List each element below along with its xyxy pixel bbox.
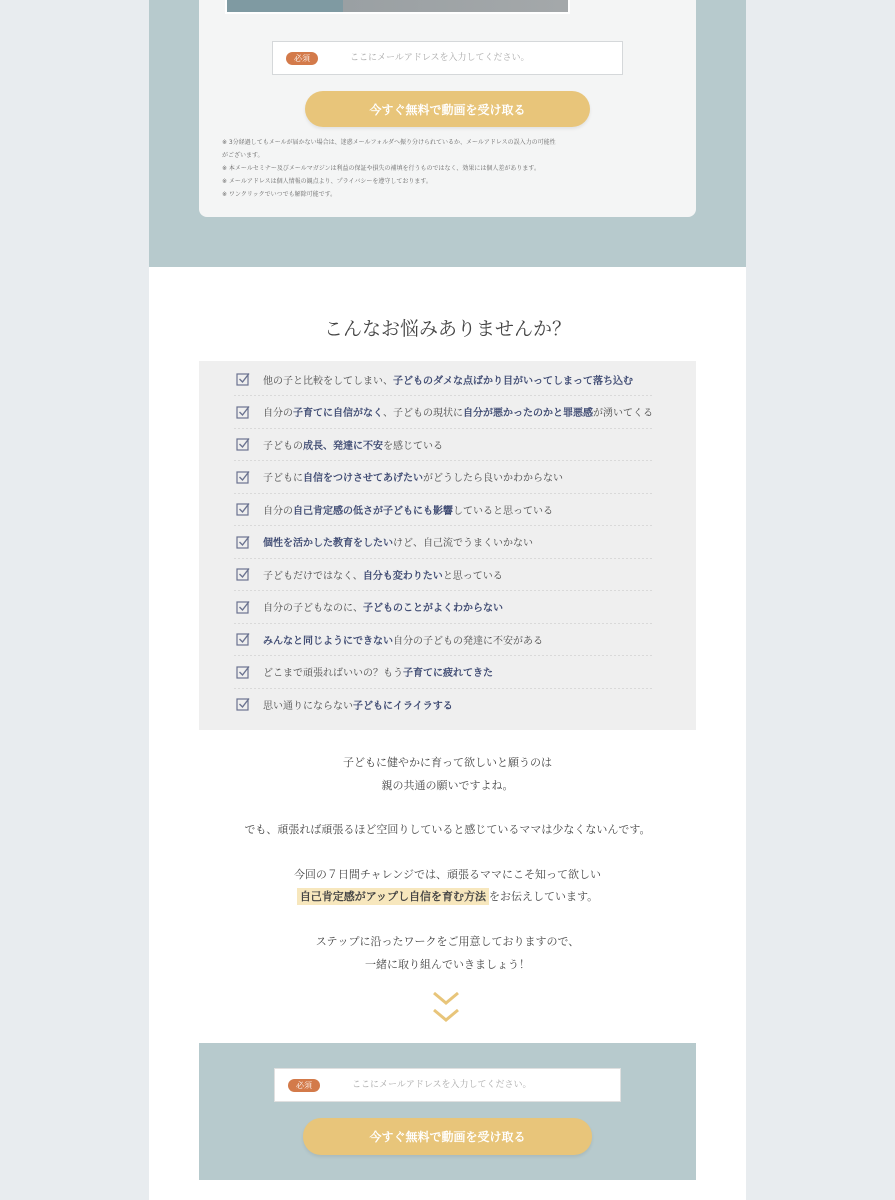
note-line: がございます。 <box>222 152 264 159</box>
emphasis-text: 子どものダメな点ばかり目がいってしまって落ち込む <box>393 375 633 387</box>
checklist-item <box>236 402 653 422</box>
item-divider <box>234 688 654 689</box>
emphasis-text: 自己肯定感の低さが子どもにも影響 <box>293 505 453 517</box>
note-line: ※ メールアドレスは個人情報の観点より、プライバシーを遵守しております。 <box>222 178 432 185</box>
message-line: 親の共通の願いですよね。 <box>381 779 514 792</box>
item-text: が湧いてくる <box>593 408 653 419</box>
emphasis-text: 自信をつけさせてあげたい <box>303 473 423 484</box>
item-text: 自分の <box>263 505 293 517</box>
checklist-item <box>236 434 443 454</box>
item-text: を感じている <box>383 440 443 452</box>
item-text: どこまで頑張ればいいの？もう <box>263 668 403 679</box>
email-input[interactable] <box>348 52 612 64</box>
checkbox-checked-icon <box>236 372 250 386</box>
checklist-item <box>236 694 453 714</box>
item-text: 自分の子どもの発達に不安がある <box>393 635 543 647</box>
note-line: ※ 3分経過してもメールが届かない場合は、迷惑メールフォルダへ振り分けられているか、メールアドレスの誤入力の可能性 <box>222 139 556 146</box>
item-text: 自分の子どもなのに、 <box>263 603 363 614</box>
item-text: がどうしたら良いかわからない <box>423 473 563 484</box>
checkbox-checked-icon <box>236 567 250 581</box>
checkbox-checked-icon <box>236 600 250 614</box>
item-text: 子どもだけではなく、 <box>263 570 363 582</box>
item-divider <box>234 395 654 396</box>
email-field-top[interactable] <box>272 41 623 75</box>
item-divider <box>234 525 654 526</box>
required-badge: 必須 <box>288 1079 320 1092</box>
double-chevron-down-icon <box>431 990 461 1030</box>
item-divider <box>234 493 654 494</box>
item-divider <box>234 428 654 429</box>
message-line: 子どもに健やかに育って欲しいと願うのは <box>343 756 552 769</box>
checklist-item <box>236 629 543 649</box>
landing-page <box>149 0 746 1200</box>
checklist-item <box>236 499 553 519</box>
note-line: ※ 本メールセミナー及びメールマガジンは利益の保証や損失の補填を行うものではなく、効果には個人差があります。 <box>222 165 540 172</box>
checklist-item <box>236 597 503 617</box>
emphasis-text: 子どもにイライラする <box>353 700 453 712</box>
item-text: 自分の <box>263 408 293 419</box>
emphasis-text: 個性を活かした教育をしたい <box>263 538 393 549</box>
notes-list <box>222 136 582 201</box>
emphasis-text: 自分も変わりたい <box>362 570 443 582</box>
message-line: でも、頑張れば頑張るほど空回りしていると感じているママは少なくないんです。 <box>244 823 651 836</box>
checkbox-checked-icon <box>236 470 250 484</box>
message-line: ステップに沿ったワークをご用意しておりますので、 <box>315 935 580 948</box>
email-input[interactable] <box>350 1079 614 1091</box>
message-line: 一緒に取り組んでいきましょう！ <box>365 958 530 971</box>
message-line: 今回の７日間チャレンジでは、頑張るママにこそ知って欲しい <box>293 868 602 881</box>
item-text: 、子どもの現状に <box>383 408 463 419</box>
item-text: と思っている <box>442 570 503 582</box>
item-divider <box>234 460 654 461</box>
checklist-item <box>236 467 563 487</box>
checklist-item <box>236 369 633 389</box>
cta-button-top[interactable]: 今すぐ無料で動画を受け取る <box>305 91 590 127</box>
emphasis-text: 子育てに疲れてきた <box>403 668 493 679</box>
item-text: 子どもの <box>263 440 303 452</box>
top-signup-band <box>149 0 746 267</box>
checkbox-checked-icon <box>236 632 250 646</box>
cta-button-bottom[interactable]: 今すぐ無料で動画を受け取る <box>303 1118 592 1155</box>
checklist-item <box>236 662 493 682</box>
bottom-signup-band <box>199 1043 696 1180</box>
emphasis-text: 子どものことがよくわからない <box>363 603 503 614</box>
message-text: をお伝えしています。 <box>489 890 599 903</box>
email-field-bottom[interactable] <box>274 1068 621 1102</box>
checkbox-checked-icon <box>236 502 250 516</box>
item-divider <box>234 590 654 591</box>
item-divider <box>234 655 654 656</box>
checklist-item <box>236 532 533 552</box>
item-text: していると思っている <box>453 505 553 517</box>
video-thumbnail[interactable] <box>225 0 570 14</box>
checklist-item <box>236 564 503 584</box>
required-badge: 必須 <box>286 52 318 65</box>
emphasis-text: みんなと同じようにできない <box>263 635 393 647</box>
emphasis-text: 成長、発達に不安 <box>303 440 383 452</box>
item-text: 他の子と比較をしてしまい、 <box>263 375 393 387</box>
message-highlight-line <box>149 888 746 904</box>
item-divider <box>234 558 654 559</box>
checkbox-checked-icon <box>236 405 250 419</box>
item-divider <box>234 623 654 624</box>
item-text: 子どもに <box>263 473 303 484</box>
highlight-text: 自己肯定感がアップし自信を育む方法 <box>297 888 489 905</box>
worries-checklist <box>199 361 696 730</box>
checkbox-checked-icon <box>236 437 250 451</box>
note-line: ※ ワンクリックでいつでも解除可能です。 <box>222 191 337 198</box>
checkbox-checked-icon <box>236 665 250 679</box>
item-text: けど、自己流でうまくいかない <box>393 538 533 549</box>
checkbox-checked-icon <box>236 697 250 711</box>
section-title: こんなお悩みありませんか？ <box>323 318 571 340</box>
checkbox-checked-icon <box>236 535 250 549</box>
emphasis-text: 自分が悪かったのかと罪悪感 <box>463 408 593 419</box>
item-text: 思い通りにならない <box>263 700 353 712</box>
emphasis-text: 子育てに自信がなく <box>293 408 383 419</box>
